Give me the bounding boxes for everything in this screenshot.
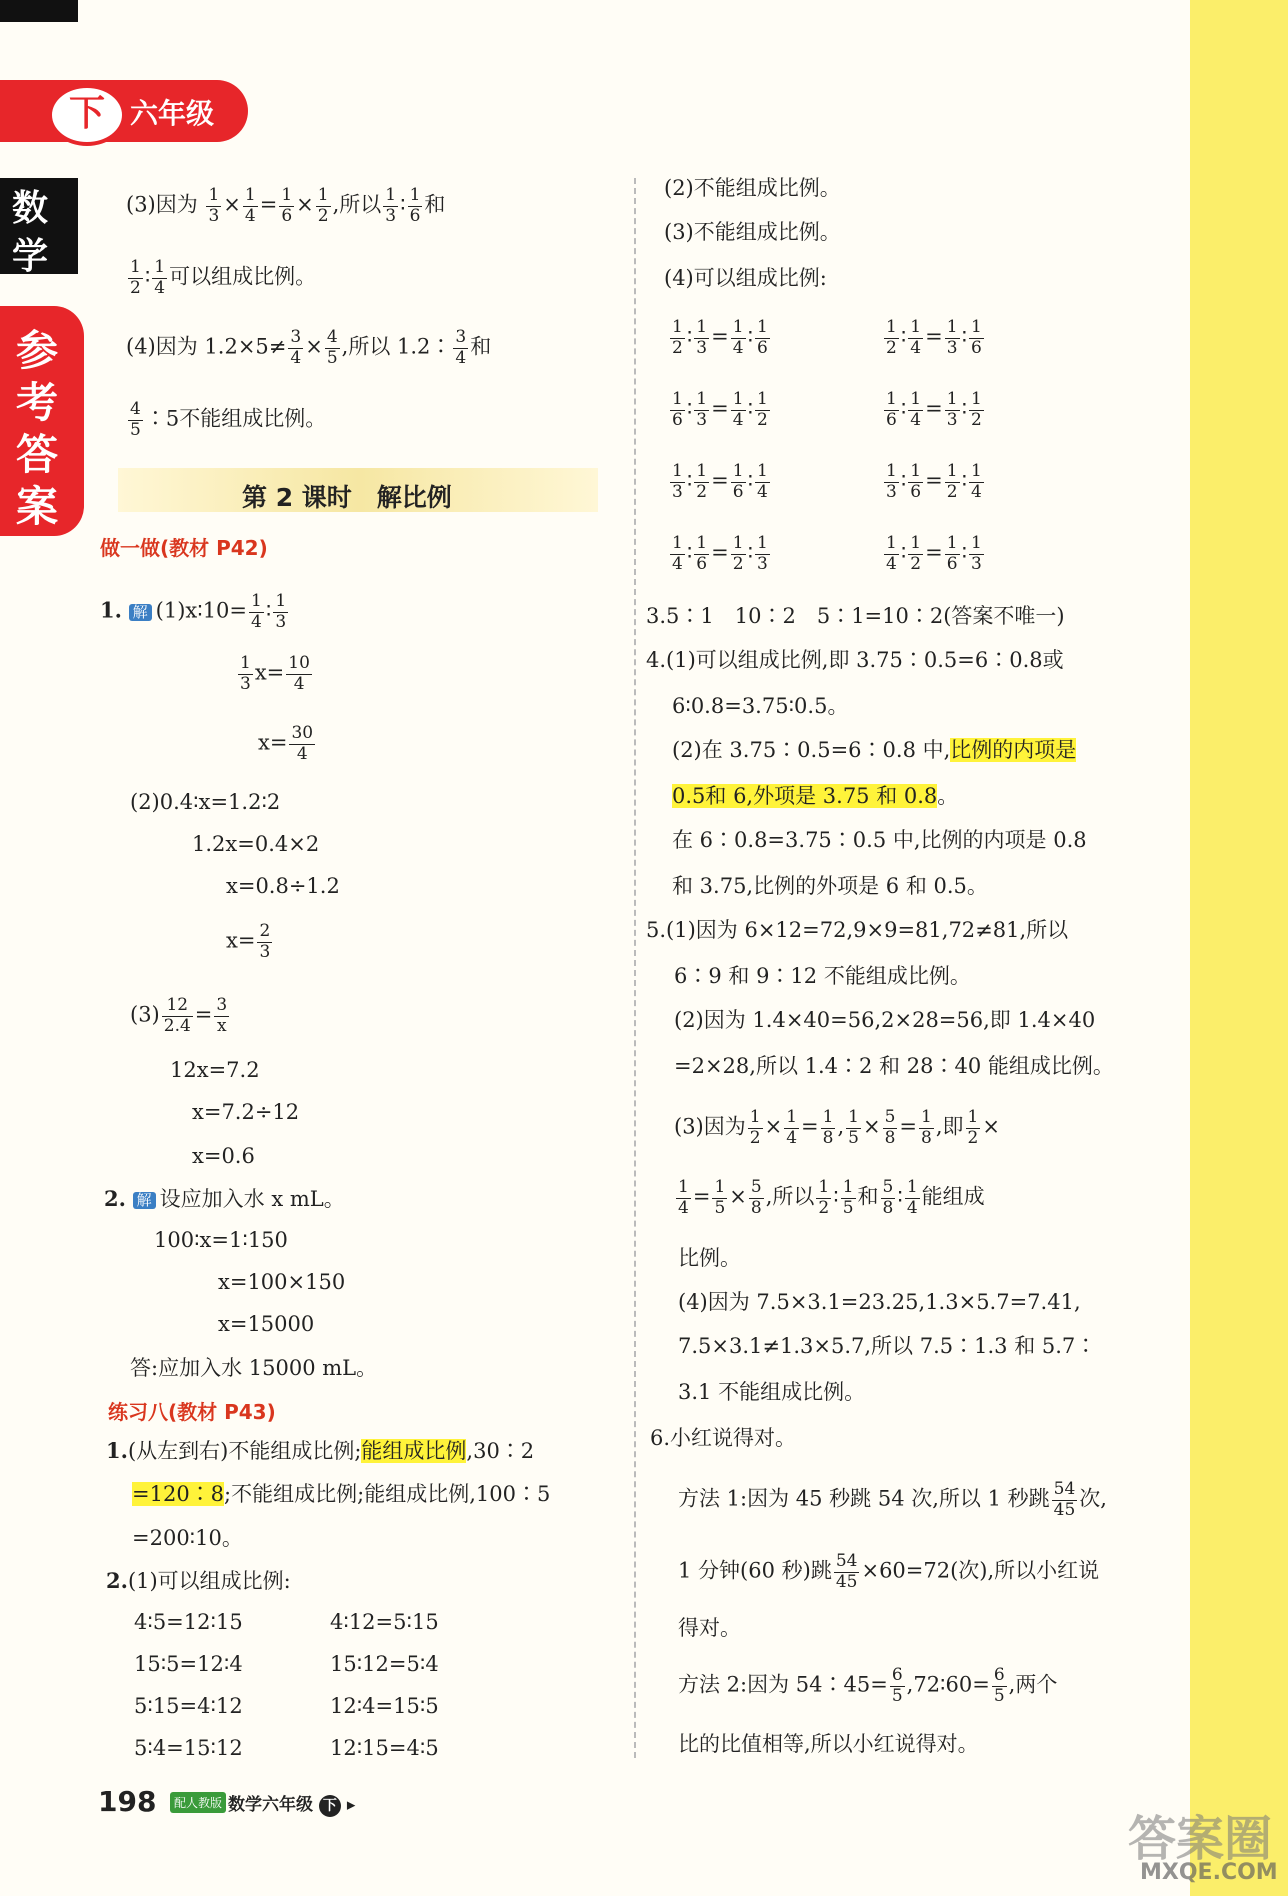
ratio-pair: 4∶5=12∶15 bbox=[134, 1610, 243, 1634]
text-line: 比的比值相等,所以小红说得对。 bbox=[678, 1732, 979, 1756]
fraction: $\frac{1}{3}$ bbox=[275, 591, 287, 632]
text-line: 5.(1)因为 6×12=72,9×9=81,72≠81,所以 bbox=[646, 918, 1069, 942]
fraction-proportion: $\frac{1}{3}$ ∶ $\frac{1}{2}$ = $\frac{1}{6}$ ∶ $\frac{1}{4}$ bbox=[672, 461, 768, 502]
solution-badge: 解 bbox=[129, 604, 152, 621]
fraction: $\frac{4}{5}$ bbox=[130, 399, 141, 440]
fraction: $\frac{1}{2}$ bbox=[317, 185, 329, 226]
text-line: 3.1 不能组成比例。 bbox=[678, 1380, 866, 1404]
text-line: (2)在 3.75∶0.5=6∶0.8 中,比例的内项是 bbox=[672, 738, 1077, 762]
text-line: =200∶10。 bbox=[132, 1526, 243, 1550]
ratio-pair: 15∶12=5∶4 bbox=[330, 1652, 439, 1676]
ratio-pair: 5∶15=4∶12 bbox=[134, 1694, 243, 1718]
text-line: (3)不能组成比例。 bbox=[664, 220, 841, 244]
text-line: x= $\frac{30}{4}$ bbox=[258, 723, 314, 764]
text-line: x=0.6 bbox=[192, 1144, 255, 1168]
ratio-pair: 15∶5=12∶4 bbox=[134, 1652, 243, 1676]
text-line: 答:应加入水 15000 mL。 bbox=[130, 1356, 378, 1380]
fraction: $\frac{30}{4}$ bbox=[291, 723, 314, 764]
text-line: =120∶8;不能组成比例;能组成比例,100∶5 bbox=[132, 1482, 551, 1506]
fraction: $\frac{1}{3}$ bbox=[240, 653, 251, 694]
fraction: $\frac{1}{6}$ bbox=[281, 185, 293, 226]
fraction: $\frac{3}{4}$ bbox=[290, 327, 302, 368]
fraction-proportion: $\frac{1}{6}$ ∶ $\frac{1}{3}$ = $\frac{1}{4}$ ∶ $\frac{1}{2}$ bbox=[672, 389, 768, 430]
text-line: $\frac{1}{3}$ x= $\frac{10}{4}$ bbox=[240, 653, 310, 694]
text-line: =2×28,所以 1.4∶2 和 28∶40 能组成比例。 bbox=[674, 1054, 1114, 1078]
subject-char: 学 bbox=[12, 236, 49, 277]
answers-char: 案 bbox=[16, 482, 59, 531]
text-line: x=100×150 bbox=[218, 1270, 346, 1294]
text-line: x=7.2÷12 bbox=[192, 1100, 300, 1124]
text-line: 1 分钟(60 秒)跳 $\frac{54}{45}$ ×60=72(次),所以小红说 bbox=[678, 1551, 1100, 1592]
text-line: 12x=7.2 bbox=[170, 1058, 260, 1082]
text-line: 0.5和 6,外项是 3.75 和 0.8。 bbox=[672, 784, 959, 808]
solution-badge: 解 bbox=[133, 1192, 156, 1209]
fraction: $\frac{4}{5}$ bbox=[326, 327, 338, 368]
answers-char: 答 bbox=[16, 430, 59, 479]
text-line: 6∶9 和 9∶12 不能组成比例。 bbox=[674, 964, 971, 988]
text-line: 和 3.75,比例的外项是 6 和 0.5。 bbox=[672, 874, 988, 898]
fraction: $\frac{1}{2}$ bbox=[130, 257, 141, 298]
subject-char: 数 bbox=[12, 188, 49, 229]
volume-circle: 下 bbox=[319, 1795, 341, 1817]
text-line: 6∶0.8=3.75∶0.5。 bbox=[672, 694, 849, 718]
fraction-proportion: $\frac{1}{6}$ ∶ $\frac{1}{4}$ = $\frac{1}{3}$ ∶ $\frac{1}{2}$ bbox=[886, 389, 982, 430]
text-line: x=15000 bbox=[218, 1312, 315, 1336]
text-line: (3) $\frac{12}{2.4}$ = $\frac{3}{x}$ bbox=[130, 995, 228, 1036]
text-line: 2.(1)可以组成比例: bbox=[106, 1568, 291, 1593]
text-line: $\frac{1}{4}$ = $\frac{1}{5}$ × $\frac{5}{8}$ ,所以 $\frac{1}{2}$ ∶ $\frac{1}{5}$ 和 $\frac{5}{8}$ ∶ $\frac{1}{4}$ 能组成 bbox=[678, 1177, 985, 1218]
fraction: $\frac{2}{3}$ bbox=[259, 921, 271, 962]
text-line: $\frac{1}{2}$ ∶ $\frac{1}{4}$ 可以组成比例。 bbox=[130, 257, 317, 298]
section-heading: 练习八(教材 P43) bbox=[108, 1400, 276, 1424]
grade-label: 六年级 bbox=[130, 97, 215, 130]
lesson-title: 第 2 课时 解比例 bbox=[242, 483, 452, 512]
text-line: (2)不能组成比例。 bbox=[664, 176, 841, 200]
fraction-proportion: $\frac{1}{3}$ ∶ $\frac{1}{6}$ = $\frac{1}{2}$ ∶ $\frac{1}{4}$ bbox=[886, 461, 982, 502]
ratio-pair: 5∶4=15∶12 bbox=[134, 1736, 243, 1760]
edition-badge: 配人教版 bbox=[170, 1792, 226, 1813]
ratio-pair: 12∶15=4∶5 bbox=[330, 1736, 439, 1760]
page-number: 198 bbox=[98, 1785, 157, 1818]
text-line: $\frac{4}{5}$ ∶5不能组成比例。 bbox=[130, 399, 327, 440]
fraction: $\frac{1}{4}$ bbox=[244, 185, 256, 226]
text-line: x= $\frac{2}{3}$ bbox=[226, 921, 271, 962]
text-line: (4)可以组成比例: bbox=[664, 266, 827, 290]
text-line: 7.5×3.1≠1.3×5.7,所以 7.5∶1.3 和 5.7∶ bbox=[678, 1334, 1097, 1358]
text-line: (4)因为 1.2×5≠ $\frac{3}{4}$ × $\frac{4}{5}$ ,所以 1.2∶ $\frac{3}{4}$ 和 bbox=[126, 327, 492, 368]
ratio-pair: 4∶12=5∶15 bbox=[330, 1610, 439, 1634]
text-line: x=0.8÷1.2 bbox=[226, 874, 340, 898]
section-heading: 做一做(教材 P42) bbox=[100, 536, 268, 560]
text-line: (3)因为 $\frac{1}{2}$ × $\frac{1}{4}$ = $\frac{1}{8}$ , $\frac{1}{5}$ × $\frac{5}{8}$ = $\frac{1}{8}$ ,即 $\frac{1}{2}$ × bbox=[674, 1107, 1000, 1148]
text-line: 100∶x=1∶150 bbox=[154, 1228, 288, 1252]
fraction: $\frac{1}{3}$ bbox=[208, 185, 220, 226]
text-line: 2. 解 设应加入水 x mL。 bbox=[104, 1186, 345, 1211]
answers-char: 考 bbox=[16, 378, 59, 427]
yellow-margin-strip bbox=[1190, 0, 1288, 1896]
fraction-proportion: $\frac{1}{2}$ ∶ $\frac{1}{3}$ = $\frac{1}{4}$ ∶ $\frac{1}{6}$ bbox=[672, 317, 768, 358]
fraction: $\frac{3}{4}$ bbox=[455, 327, 467, 368]
watermark-site: MXQE.COM bbox=[1140, 1860, 1278, 1885]
text-line: 方法 1:因为 45 秒跳 54 次,所以 1 秒跳 $\frac{54}{45}$ 次, bbox=[678, 1479, 1107, 1520]
fraction: $\frac{1}{6}$ bbox=[409, 185, 421, 226]
text-line: (2)因为 1.4×40=56,2×28=56,即 1.4×40 bbox=[674, 1008, 1096, 1032]
fraction: $\frac{1}{3}$ bbox=[385, 185, 397, 226]
text-line: 1.2x=0.4×2 bbox=[192, 832, 320, 856]
fraction-proportion: $\frac{1}{2}$ ∶ $\frac{1}{4}$ = $\frac{1}{3}$ ∶ $\frac{1}{6}$ bbox=[886, 317, 982, 358]
footer-title: 数学六年级 下 ▸ bbox=[228, 1795, 356, 1815]
column-divider bbox=[634, 178, 636, 1758]
text-line: 1.(从左到右)不能组成比例;能组成比例,30∶2 bbox=[106, 1438, 535, 1463]
text-line: 3.5∶1 10∶2 5∶1=10∶2(答案不唯一) bbox=[646, 604, 1065, 628]
text-line: (3)因为 $\frac{1}{3}$ × $\frac{1}{4}$ = $\frac{1}{6}$ × $\frac{1}{2}$ ,所以 $\frac{1}{3}$ ∶ $\frac{1}{6}$ 和 bbox=[126, 185, 446, 226]
watermark-logo: 答案圈 bbox=[1128, 1811, 1273, 1867]
text-line: 6.小红说得对。 bbox=[650, 1426, 797, 1450]
text-line: 1. 解 (1)x∶10= $\frac{1}{4}$ ∶ $\frac{1}{3}$ bbox=[100, 591, 287, 632]
fraction-proportion: $\frac{1}{4}$ ∶ $\frac{1}{2}$ = $\frac{1}{6}$ ∶ $\frac{1}{3}$ bbox=[886, 533, 982, 574]
fraction: $\frac{12}{2.4}$ bbox=[163, 995, 191, 1036]
text-line: 4.(1)可以组成比例,即 3.75∶0.5=6∶0.8或 bbox=[646, 648, 1064, 672]
text-line: 在 6∶0.8=3.75∶0.5 中,比例的内项是 0.8 bbox=[672, 828, 1087, 852]
fraction: $\frac{3}{x}$ bbox=[216, 995, 228, 1036]
answers-char: 参 bbox=[16, 326, 59, 375]
ratio-pair: 12∶4=15∶5 bbox=[330, 1694, 439, 1718]
fraction: $\frac{1}{4}$ bbox=[154, 257, 166, 298]
fraction: $\frac{10}{4}$ bbox=[288, 653, 310, 694]
text-line: 比例。 bbox=[678, 1246, 741, 1270]
text-line: (2)0.4∶x=1.2∶2 bbox=[130, 790, 281, 814]
fraction: $\frac{1}{4}$ bbox=[251, 591, 262, 632]
text-line: 得对。 bbox=[678, 1616, 741, 1640]
text-line: (4)因为 7.5×3.1=23.25,1.3×5.7=7.41, bbox=[678, 1290, 1081, 1314]
fraction-proportion: $\frac{1}{4}$ ∶ $\frac{1}{6}$ = $\frac{1}{2}$ ∶ $\frac{1}{3}$ bbox=[672, 533, 768, 574]
grade-circle: 下 bbox=[48, 84, 126, 146]
top-corner-bar bbox=[0, 0, 78, 22]
text-line: 方法 2:因为 54∶45= $\frac{6}{5}$ ,72∶60= $\frac{6}{5}$ ,两个 bbox=[678, 1665, 1058, 1706]
